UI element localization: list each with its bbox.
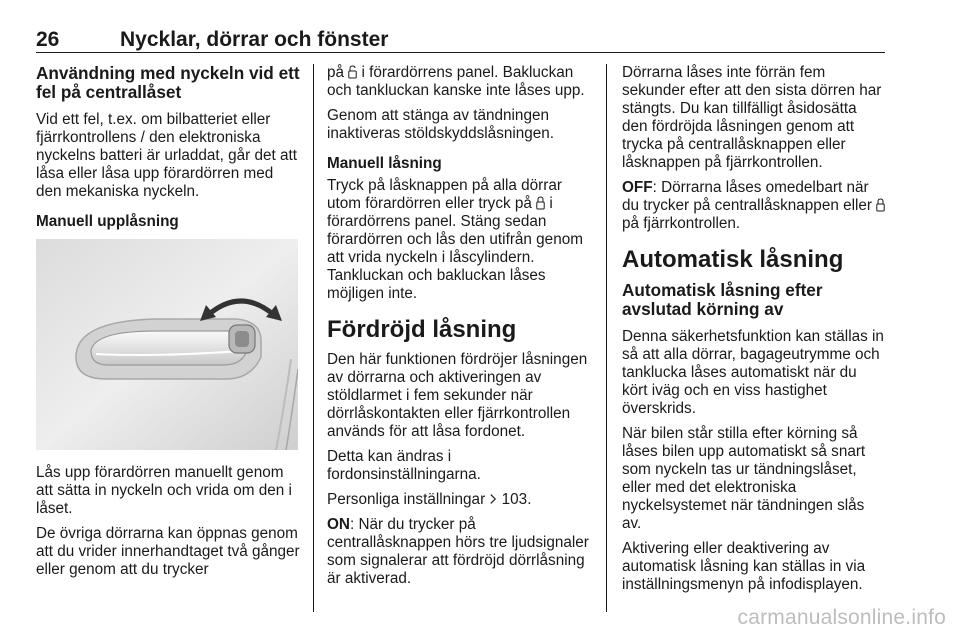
text-span: i förardörrens panel. Bakluckan och tankluckan kanske inte låses upp. <box>327 64 585 99</box>
paragraph: Lås upp förardörren manuellt genom att sätta in nyckeln och vrida om den i låset. <box>36 464 292 517</box>
paragraph: Den här funktionen fördröjer låsningen av dörrarna och aktiveringen av stöldlarmet i fem sekunder när dörrlåskontakten eller fjärrkontrollen används för att låsa fordonet. <box>327 351 588 440</box>
padlock-open-icon <box>348 65 357 79</box>
section-heading-key-failure: Användning med nyckeln vid ett fel på centrallåset <box>36 63 300 102</box>
text-span: i förardörrens panel. Stäng sedan förardörren och lås den utifrån genom att vrida nyckeln i låscylindern. Tankluckan och bakluckan låses möjligen inte. <box>327 195 583 302</box>
keyword-off: OFF <box>622 179 653 196</box>
column-1 <box>36 64 300 586</box>
door-handle-key-image <box>36 239 298 450</box>
subheading-manual-lock: Manuell låsning <box>327 155 442 172</box>
text-span: : Dörrarna låses omedelbart när du trycker på centrallåsknappen eller <box>622 179 872 214</box>
chapter-title: Nycklar, dörrar och fönster <box>120 28 389 51</box>
subheading-manual-unlock: Manuell upplåsning <box>36 213 179 230</box>
paragraph <box>327 177 591 303</box>
paragraph: Detta kan ändras i fordonsinställningarna. <box>327 448 481 483</box>
paragraph: När bilen står stilla efter körning så låses bilen upp automatiskt så snart som nyckeln tas ur tändningslåset, eller med det elektroniska nyckelsystemet när tändningen slås av. <box>622 425 866 532</box>
paragraph: Denna säkerhetsfunktion kan ställas in så att alla dörrar, bagageutrymme och tanklucka låses automatiskt när du kört iväg och en viss hastighet överskrids. <box>622 328 884 417</box>
column-divider-2 <box>606 64 607 612</box>
page-header <box>36 0 885 50</box>
padlock-closed-icon <box>876 198 885 212</box>
paragraph: Dörrarna låses inte förrän fem sekunder efter att den sista dörren har stängts. Du kan tillfälligt åsidosätta den fördröjda låsningen genom att trycka på centrallåsknappen eller låsknappen på fjärrkontrollen. <box>622 64 882 171</box>
keyword-on: ON <box>327 516 350 533</box>
section-heading-automatic-locking: Automatisk låsning <box>622 246 844 273</box>
paragraph: Aktivering eller deaktivering av automatisk låsning kan ställas in via inställningsmenyn på infodisplayen. <box>622 540 866 593</box>
paragraph: De övriga dörrarna kan öppnas genom att du vrider innerhandtaget två gånger eller genom att du trycker <box>36 525 300 578</box>
paragraph <box>327 64 591 100</box>
watermark: carmanualsonline.info <box>737 606 946 629</box>
column-2 <box>327 64 591 595</box>
text-span: på fjärrkontrollen. <box>622 215 741 232</box>
paragraph <box>327 516 591 588</box>
section-heading-delayed-locking: Fördröjd låsning <box>327 316 517 343</box>
page-number: 26 <box>36 28 60 51</box>
text-span: : När du trycker på centrallåsknappen hörs tre ljudsignaler som signalerar att fördröjd dörrlåsning är aktiverad. <box>327 516 589 587</box>
paragraph <box>622 179 886 233</box>
paragraph: Vid ett fel, t.ex. om bilbatteriet eller fjärrkontrollens / den elektroniska nyckelns batteri är urladdat, går det att låsa eller låsa upp förardörren med den mekaniska nyckeln. <box>36 111 298 200</box>
door-handle-illustration <box>36 239 298 450</box>
page-reference-arrow-icon <box>489 492 497 506</box>
text-span: Tryck på låsknappen på alla dörrar utom förardörren eller tryck på <box>327 177 562 212</box>
paragraph: Genom att stänga av tändningen inaktiveras stöldskyddslåsningen. <box>327 107 555 142</box>
text-span: på <box>327 64 345 81</box>
paragraph <box>327 491 591 509</box>
subheading-auto-lock-after-driving: Automatisk låsning efter avslutad körning av <box>622 280 823 319</box>
text-span: Personliga inställningar <box>327 491 486 508</box>
page-reference[interactable]: 103. <box>501 491 532 508</box>
column-divider-1 <box>313 64 314 612</box>
column-3 <box>622 64 886 601</box>
header-rule <box>36 52 885 53</box>
padlock-closed-icon <box>536 196 545 210</box>
